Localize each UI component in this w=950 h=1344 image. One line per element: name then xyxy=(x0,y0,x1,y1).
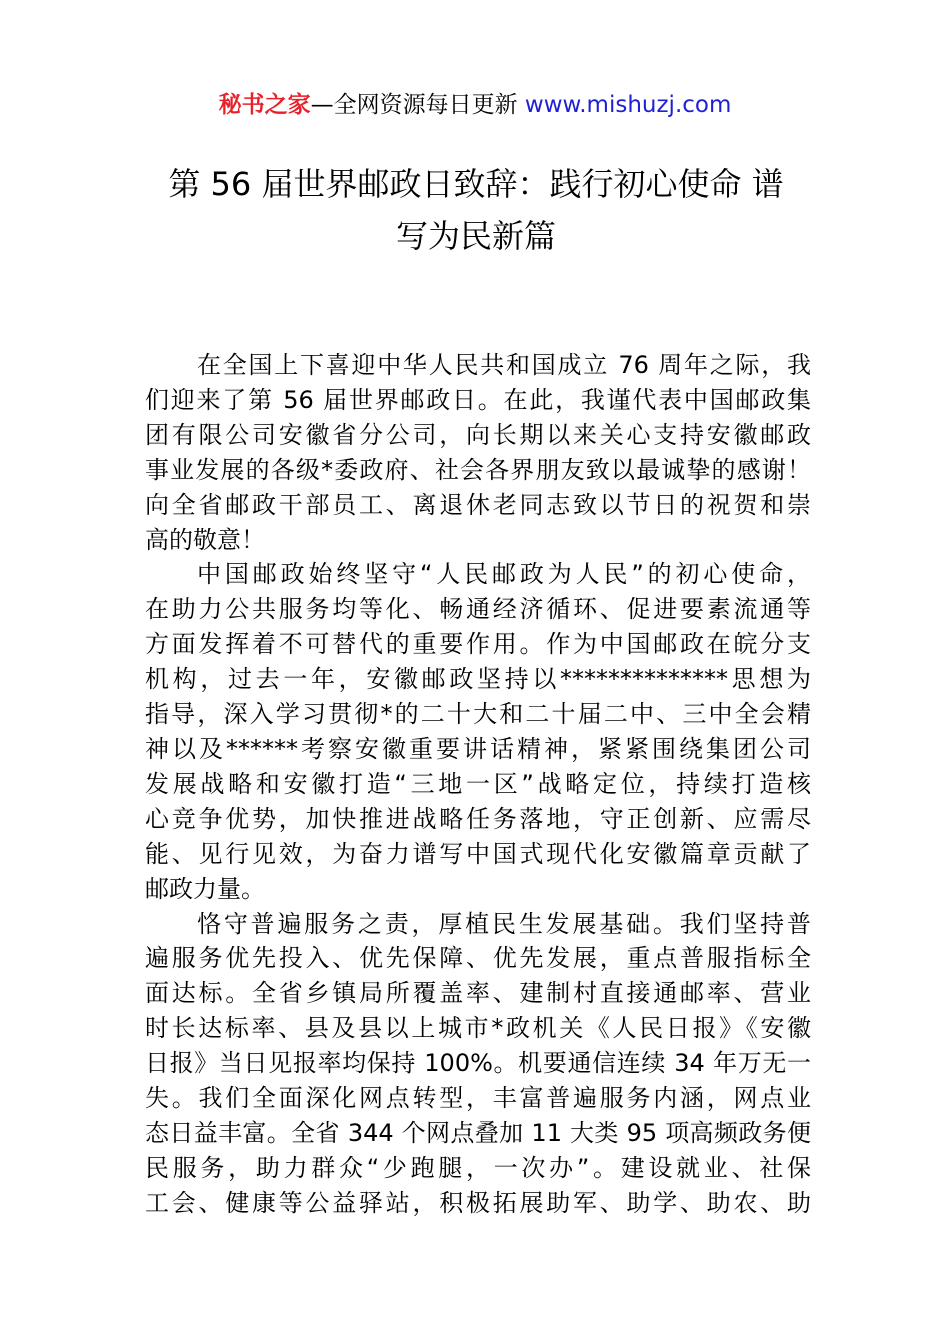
text-line: 失。我们全面深化网点转型，丰富普遍服务内涵，网点业 xyxy=(145,1084,811,1113)
paragraph-3 xyxy=(145,907,811,1221)
text-line: 中国邮政始终坚守“人民邮政为人民”的初心使命， xyxy=(197,560,811,589)
text-line: 日报》当日见报率均保持 100%。机要通信连续 34 年万无一 xyxy=(145,1049,811,1078)
text-line: 能、见行见效，为奋力谱写中国式现代化安徽篇章贡献了 xyxy=(145,839,811,868)
text-line: 指导，深入学习贯彻*的二十大和二十届二中、三中全会精 xyxy=(145,700,811,729)
text-line: 时长达标率、县及县以上城市*政机关《人民日报》《安徽 xyxy=(145,1014,811,1043)
text-line: 工会、健康等公益驿站，积极拓展助军、助学、助农、助 xyxy=(145,1188,811,1217)
paragraph-1 xyxy=(145,348,811,557)
text-line: 在助力公共服务均等化、畅通经济循环、促进要素流通等 xyxy=(145,595,811,624)
document-body xyxy=(145,348,811,1221)
text-line: 高的敬意！ xyxy=(145,525,265,554)
site-header xyxy=(0,88,950,122)
document-title xyxy=(145,158,807,262)
text-line: 团有限公司安徽省分公司，向长期以来关心支持安徽邮政 xyxy=(145,420,811,449)
text-line: 机构，过去一年，安徽邮政坚持以**************思想为 xyxy=(145,665,811,694)
brand-name: 秘书之家 xyxy=(218,92,311,118)
site-url-link[interactable]: www.mishuzj.com xyxy=(524,92,732,118)
text-line: 遍服务优先投入、优先保障、优先发展，重点普服指标全 xyxy=(145,944,811,973)
title-line-2: 写为民新篇 xyxy=(395,217,556,255)
text-line: 们迎来了第 56 届世界邮政日。在此，我谨代表中国邮政集 xyxy=(145,385,811,414)
text-line: 民服务，助力群众“少跑腿，一次办”。建设就业、社保 xyxy=(145,1153,811,1182)
text-line: 向全省邮政干部员工、离退休老同志致以节日的祝贺和崇 xyxy=(145,490,811,519)
site-tagline: —全网资源每日更新 xyxy=(310,92,525,118)
text-line: 心竞争优势，加快推进战略任务落地，守正创新、应需尽 xyxy=(145,804,811,833)
title-line-1: 第 56 届世界邮政日致辞：践行初心使命 谱 xyxy=(168,165,784,203)
text-line: 态日益丰富。全省 344 个网点叠加 11 大类 95 项高频政务便 xyxy=(145,1118,811,1147)
text-line: 邮政力量。 xyxy=(145,874,265,903)
text-line: 方面发挥着不可替代的重要作用。作为中国邮政在皖分支 xyxy=(145,630,811,659)
text-line: 恪守普遍服务之责，厚植民生发展基础。我们坚持普 xyxy=(197,909,811,938)
text-line: 事业发展的各级*委政府、社会各界朋友致以最诚挚的感谢！ xyxy=(145,455,811,484)
text-line: 发展战略和安徽打造“三地一区”战略定位，持续打造核 xyxy=(145,769,811,798)
text-line: 面达标。全省乡镇局所覆盖率、建制村直接通邮率、营业 xyxy=(145,979,811,1008)
paragraph-2 xyxy=(145,557,811,906)
text-line: 神以及******考察安徽重要讲话精神，紧紧围绕集团公司 xyxy=(145,734,811,763)
text-line: 在全国上下喜迎中华人民共和国成立 76 周年之际，我 xyxy=(197,351,811,379)
